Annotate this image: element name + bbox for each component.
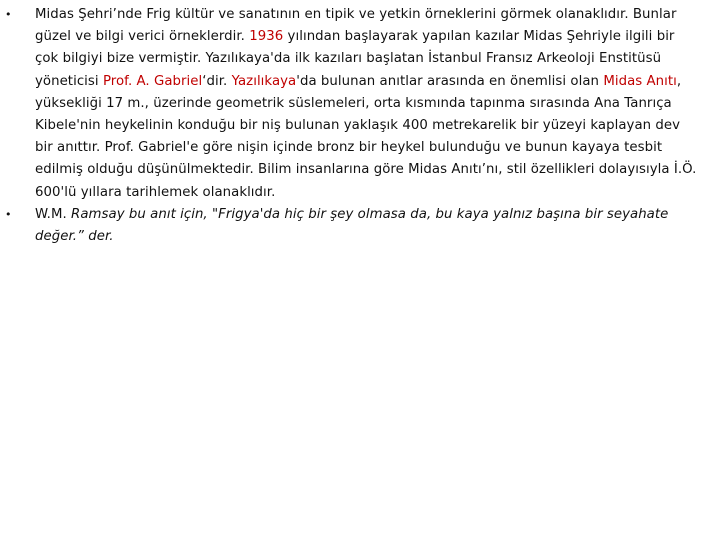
highlight-year: 1936 — [249, 29, 284, 45]
paragraph-text: Midas Şehri’nde Frig kültür ve sanatının en tipik ve yetkin örneklerini görmek olanaklıdır. Bunlar güzel ve bilgi verici örneklerdir. — [35, 7, 677, 45]
bullet-item-midas-city — [0, 4, 700, 204]
highlight-midas-monument: Midas Anıtı — [603, 73, 677, 89]
quote-text: bu anıt için, "Frigya'da hiç bir şey olmasa da, bu kaya yalnız başına bir seyahate değer.” der. — [35, 206, 669, 245]
paragraph-text: ‘dir. — [202, 73, 232, 89]
highlight-gabriel: Prof. A. Gabriel — [102, 73, 203, 89]
paragraph-text: yılından başlayarak yapılan kazılar Midas Şehriyle ilgili bir çok bilgiyi bize vermiştir. Yazılıkaya'da ilk kazıları başlatan İstanbul Fransız Arkeoloji Enstitüsü yöneticisi — [35, 29, 675, 89]
paragraph-text: , yüksekliği 17 m., üzerinde geometrik süslemeleri, orta kısmında tapınma sırasında Ana Tanrıça Kibele'nin heykelinin konduğu bir niş bulunan yaklaşık 400 metrekarelik bir yüzeyi kaplayan dev bir anıttır. Prof. Gabriel'e göre nişin içinde bronz bir heykel bulunduğu ve bunun kayaya tesbit edilmiş olduğu düşünülmektedir. Bilim insanlarına göre Midas Anıtı’nı, stil özellikleri dolayısıyla İ.Ö. 600'lü yıllara tarihlemek olanaklıdır. — [35, 73, 697, 200]
bullet-item-ramsay-quote — [0, 204, 700, 248]
bullet-list — [0, 4, 700, 248]
highlight-yazilikaya: Yazılıkaya — [231, 73, 297, 89]
author-initials: W.M. — [35, 206, 72, 222]
paragraph-text: 'da bulunan anıtlar arasında en önemlisi olan — [296, 73, 604, 89]
bullet-dot-icon: • — [5, 207, 12, 221]
author-surname: Ramsay — [71, 206, 125, 222]
bullet-dot-icon: • — [5, 8, 12, 21]
